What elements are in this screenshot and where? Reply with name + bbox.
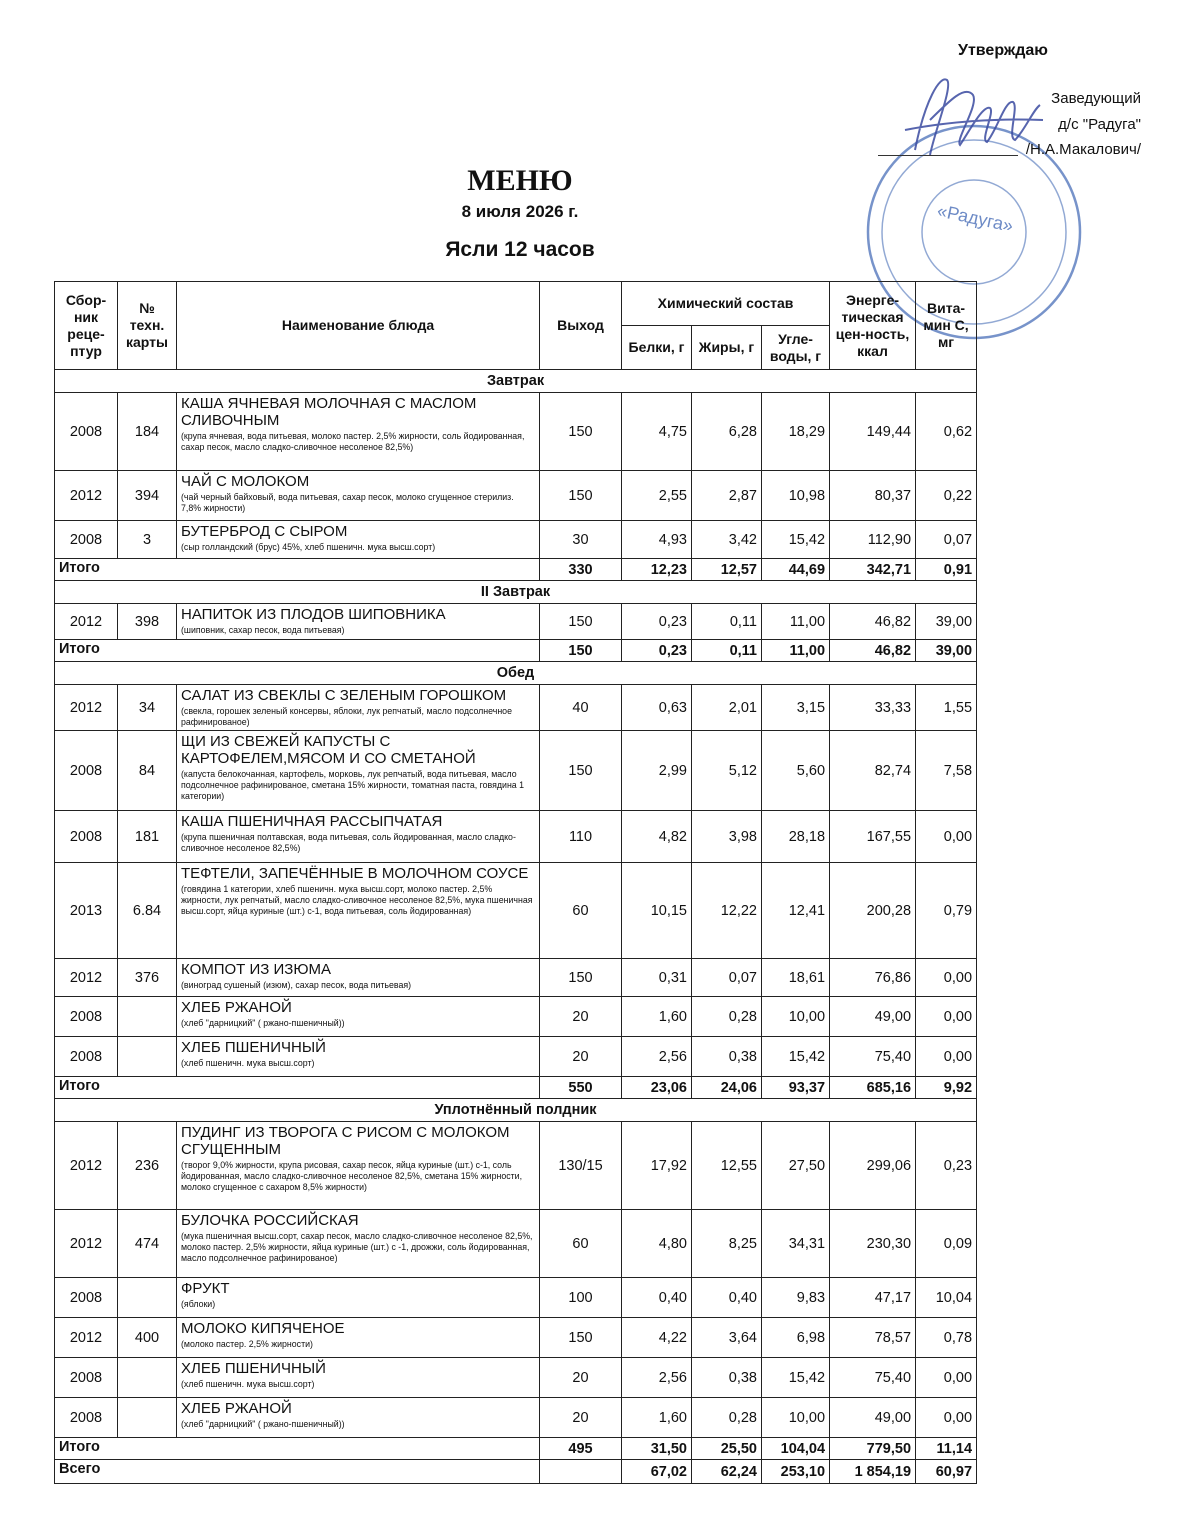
- dish-name: ХЛЕБ ПШЕНИЧНЫЙ: [181, 1039, 326, 1056]
- dish-row: [55, 1122, 977, 1210]
- tech-card-number: 6.84: [118, 863, 177, 959]
- dish-energy: 49,00: [830, 997, 916, 1037]
- total-fat: 24,06: [692, 1077, 762, 1099]
- dish-row: [55, 811, 977, 863]
- col-header-protein: Белки, г: [622, 326, 692, 370]
- dish-fat: 8,25: [692, 1210, 762, 1278]
- dish-energy: 46,82: [830, 604, 916, 640]
- dish-cell: [177, 1318, 540, 1358]
- recipe-collection-year: 2012: [55, 1318, 118, 1358]
- dish-energy: 230,30: [830, 1210, 916, 1278]
- dish-carbs: 18,61: [762, 959, 830, 997]
- signature-drawing: [895, 60, 1045, 170]
- dish-carbs: 28,18: [762, 811, 830, 863]
- dish-vitamin-c: 0,00: [916, 959, 977, 997]
- dish-name: ТЕФТЕЛИ, ЗАПЕЧЁННЫЕ В МОЛОЧНОМ СОУСЕ: [181, 865, 529, 882]
- dish-yield: 40: [540, 685, 622, 731]
- col-header-carbs: Угле-воды, г: [762, 326, 830, 370]
- dish-cell: [177, 1398, 540, 1438]
- dish-energy: 33,33: [830, 685, 916, 731]
- recipe-collection-year: 2012: [55, 1210, 118, 1278]
- dish-cell: [177, 959, 540, 997]
- total-protein: 31,50: [622, 1438, 692, 1460]
- dish-vitamin-c: 1,55: [916, 685, 977, 731]
- dish-protein: 2,99: [622, 731, 692, 811]
- dish-row: [55, 997, 977, 1037]
- dish-composition: (виноград сушеный (изюм), сахар песок, вода питьевая): [181, 980, 412, 990]
- total-label: Итого: [55, 640, 540, 662]
- total-yield: 150: [540, 640, 622, 662]
- total-yield: 330: [540, 559, 622, 581]
- section-row: [55, 581, 977, 604]
- dish-name: ПУДИНГ ИЗ ТВОРОГА С РИСОМ С МОЛОКОМ СГУЩЕННЫМ: [181, 1124, 510, 1158]
- total-vitc: 0,91: [916, 559, 977, 581]
- tech-card-number: 474: [118, 1210, 177, 1278]
- dish-vitamin-c: 0,62: [916, 393, 977, 471]
- dish-carbs: 6,98: [762, 1318, 830, 1358]
- total-vitc: 11,14: [916, 1438, 977, 1460]
- menu-table: [54, 281, 977, 1484]
- tech-card-number: 84: [118, 731, 177, 811]
- dish-fat: 3,64: [692, 1318, 762, 1358]
- dish-protein: 10,15: [622, 863, 692, 959]
- section-total-row: [55, 640, 977, 662]
- dish-name: НАПИТОК ИЗ ПЛОДОВ ШИПОВНИКА: [181, 606, 446, 623]
- dish-name: БУЛОЧКА РОССИЙСКАЯ: [181, 1212, 359, 1229]
- dish-energy: 80,37: [830, 471, 916, 521]
- dish-yield: 150: [540, 959, 622, 997]
- total-fat: 0,11: [692, 640, 762, 662]
- grand-total-label: Всего: [55, 1460, 540, 1484]
- dish-protein: 1,60: [622, 997, 692, 1037]
- dish-energy: 200,28: [830, 863, 916, 959]
- dish-protein: 4,75: [622, 393, 692, 471]
- col-header-collection: Сбор-ник реце-птур: [55, 282, 118, 370]
- dish-carbs: 10,00: [762, 997, 830, 1037]
- tech-card-number: 181: [118, 811, 177, 863]
- tech-card-number: [118, 1358, 177, 1398]
- dish-yield: 150: [540, 731, 622, 811]
- dish-name: ХЛЕБ РЖАНОЙ: [181, 1400, 292, 1417]
- dish-energy: 47,17: [830, 1278, 916, 1318]
- dish-fat: 12,22: [692, 863, 762, 959]
- dish-energy: 299,06: [830, 1122, 916, 1210]
- dish-name: ЧАЙ С МОЛОКОМ: [181, 473, 310, 490]
- dish-vitamin-c: 0,00: [916, 1398, 977, 1438]
- dish-name: КАША ПШЕНИЧНАЯ РАССЫПЧАТАЯ: [181, 813, 443, 830]
- dish-row: [55, 1398, 977, 1438]
- dish-composition: (творог 9,0% жирности, крупа рисовая, сахар песок, яйца куриные (шт.) с-1, соль йодированная, масло сладко-сливочное несоленое 82,5%, сметана 15% жирности, молоко сгущенное с сахаром 8,5% жирности): [181, 1160, 523, 1192]
- dish-cell: [177, 1037, 540, 1077]
- dish-row: [55, 685, 977, 731]
- dish-vitamin-c: 0,22: [916, 471, 977, 521]
- recipe-collection-year: 2008: [55, 521, 118, 559]
- total-energy: 685,16: [830, 1077, 916, 1099]
- grand-total-fat: 62,24: [692, 1460, 762, 1484]
- recipe-collection-year: 2008: [55, 1358, 118, 1398]
- dish-fat: 0,40: [692, 1278, 762, 1318]
- dish-protein: 1,60: [622, 1398, 692, 1438]
- dish-cell: [177, 1358, 540, 1398]
- dish-composition: (чай черный байховый, вода питьевая, сахар песок, молоко сгущенное стерилиз. 7,8% жирности): [181, 492, 514, 513]
- dish-vitamin-c: 0,79: [916, 863, 977, 959]
- total-yield: 550: [540, 1077, 622, 1099]
- dish-cell: [177, 863, 540, 959]
- dish-yield: 20: [540, 1358, 622, 1398]
- col-header-fat: Жиры, г: [692, 326, 762, 370]
- section-row: [55, 1099, 977, 1122]
- dish-cell: [177, 731, 540, 811]
- dish-yield: 30: [540, 521, 622, 559]
- recipe-collection-year: 2008: [55, 1037, 118, 1077]
- dish-row: [55, 1358, 977, 1398]
- dish-fat: 2,87: [692, 471, 762, 521]
- total-carbs: 44,69: [762, 559, 830, 581]
- dish-vitamin-c: 0,00: [916, 997, 977, 1037]
- dish-row: [55, 521, 977, 559]
- dish-fat: 12,55: [692, 1122, 762, 1210]
- dish-composition: (шиповник, сахар песок, вода питьевая): [181, 625, 345, 635]
- dish-fat: 0,28: [692, 1398, 762, 1438]
- dish-cell: [177, 521, 540, 559]
- tech-card-number: 400: [118, 1318, 177, 1358]
- total-vitc: 9,92: [916, 1077, 977, 1099]
- dish-fat: 6,28: [692, 393, 762, 471]
- dish-row: [55, 1278, 977, 1318]
- recipe-collection-year: 2008: [55, 997, 118, 1037]
- dish-name: ФРУКТ: [181, 1280, 230, 1297]
- total-label: Итого: [55, 559, 540, 581]
- dish-vitamin-c: 39,00: [916, 604, 977, 640]
- dish-cell: [177, 685, 540, 731]
- dish-vitamin-c: 10,04: [916, 1278, 977, 1318]
- dish-protein: 0,23: [622, 604, 692, 640]
- recipe-collection-year: 2013: [55, 863, 118, 959]
- dish-fat: 0,07: [692, 959, 762, 997]
- dish-name: ХЛЕБ РЖАНОЙ: [181, 999, 292, 1016]
- dish-protein: 2,56: [622, 1037, 692, 1077]
- dish-row: [55, 1318, 977, 1358]
- tech-card-number: 398: [118, 604, 177, 640]
- dish-fat: 0,38: [692, 1037, 762, 1077]
- dish-protein: 0,31: [622, 959, 692, 997]
- dish-fat: 3,42: [692, 521, 762, 559]
- total-carbs: 104,04: [762, 1438, 830, 1460]
- tech-card-number: [118, 1278, 177, 1318]
- total-protein: 0,23: [622, 640, 692, 662]
- section-row: [55, 662, 977, 685]
- dish-name: КОМПОТ ИЗ ИЗЮМА: [181, 961, 332, 978]
- recipe-collection-year: 2008: [55, 393, 118, 471]
- recipe-collection-year: 2012: [55, 959, 118, 997]
- approval-organization: д/с "Радуга": [1058, 116, 1141, 133]
- approval-signer: /Н.А.Макалович/: [1025, 141, 1141, 158]
- dish-vitamin-c: 0,00: [916, 811, 977, 863]
- grand-total-protein: 67,02: [622, 1460, 692, 1484]
- total-energy: 46,82: [830, 640, 916, 662]
- tech-card-number: [118, 1037, 177, 1077]
- dish-fat: 3,98: [692, 811, 762, 863]
- recipe-collection-year: 2012: [55, 471, 118, 521]
- tech-card-number: 34: [118, 685, 177, 731]
- total-label: Итого: [55, 1077, 540, 1099]
- dish-energy: 76,86: [830, 959, 916, 997]
- dish-carbs: 15,42: [762, 1358, 830, 1398]
- dish-cell: [177, 1122, 540, 1210]
- dish-carbs: 3,15: [762, 685, 830, 731]
- dish-protein: 4,82: [622, 811, 692, 863]
- dish-name: ЩИ ИЗ СВЕЖЕЙ КАПУСТЫ С КАРТОФЕЛЕМ,МЯСОМ И СО СМЕТАНОЙ: [181, 733, 476, 767]
- recipe-collection-year: 2012: [55, 685, 118, 731]
- total-protein: 23,06: [622, 1077, 692, 1099]
- dish-cell: [177, 1210, 540, 1278]
- dish-cell: [177, 1278, 540, 1318]
- dish-yield: 150: [540, 393, 622, 471]
- col-header-dish: Наименование блюда: [177, 282, 540, 370]
- dish-carbs: 15,42: [762, 521, 830, 559]
- dish-carbs: 9,83: [762, 1278, 830, 1318]
- tech-card-number: 376: [118, 959, 177, 997]
- dish-fat: 2,01: [692, 685, 762, 731]
- total-protein: 12,23: [622, 559, 692, 581]
- dish-vitamin-c: 7,58: [916, 731, 977, 811]
- dish-yield: 150: [540, 604, 622, 640]
- dish-carbs: 27,50: [762, 1122, 830, 1210]
- dish-fat: 5,12: [692, 731, 762, 811]
- col-header-vitc: Вита-мин С, мг: [916, 282, 977, 370]
- dish-vitamin-c: 0,00: [916, 1037, 977, 1077]
- tech-card-number: 236: [118, 1122, 177, 1210]
- tech-card-number: [118, 1398, 177, 1438]
- dish-vitamin-c: 0,23: [916, 1122, 977, 1210]
- dish-row: [55, 471, 977, 521]
- grand-total-carbs: 253,10: [762, 1460, 830, 1484]
- dish-energy: 78,57: [830, 1318, 916, 1358]
- dish-protein: 17,92: [622, 1122, 692, 1210]
- dish-name: МОЛОКО КИПЯЧЕНОЕ: [181, 1320, 345, 1337]
- dish-name: ХЛЕБ ПШЕНИЧНЫЙ: [181, 1360, 326, 1377]
- dish-cell: [177, 393, 540, 471]
- dish-row: [55, 959, 977, 997]
- recipe-collection-year: 2008: [55, 731, 118, 811]
- dish-row: [55, 1210, 977, 1278]
- dish-protein: 4,80: [622, 1210, 692, 1278]
- section-title: Уплотнённый полдник: [55, 1099, 977, 1122]
- section-row: [55, 370, 977, 393]
- section-total-row: [55, 1438, 977, 1460]
- dish-cell: [177, 997, 540, 1037]
- seal-text: «Радуга»: [935, 200, 1016, 236]
- dish-row: [55, 731, 977, 811]
- dish-composition: (хлеб "дарницкий" ( ржано-пшеничный)): [181, 1018, 345, 1028]
- col-header-chem: Химический состав: [622, 282, 830, 326]
- approval-title: Утверждаю: [958, 42, 1048, 59]
- total-fat: 12,57: [692, 559, 762, 581]
- dish-protein: 2,55: [622, 471, 692, 521]
- dish-carbs: 18,29: [762, 393, 830, 471]
- col-header-yield: Выход: [540, 282, 622, 370]
- dish-yield: 100: [540, 1278, 622, 1318]
- total-yield: 495: [540, 1438, 622, 1460]
- dish-energy: 167,55: [830, 811, 916, 863]
- grand-total-vitc: 60,97: [916, 1460, 977, 1484]
- total-label: Итого: [55, 1438, 540, 1460]
- dish-energy: 112,90: [830, 521, 916, 559]
- dish-cell: [177, 471, 540, 521]
- col-header-card: № техн. карты: [118, 282, 177, 370]
- dish-row: [55, 1037, 977, 1077]
- dish-carbs: 34,31: [762, 1210, 830, 1278]
- section-total-row: [55, 559, 977, 581]
- dish-vitamin-c: 0,78: [916, 1318, 977, 1358]
- dish-composition: (крупа ячневая, вода питьевая, молоко пастер. 2,5% жирности, соль йодированная, сахар песок, масло сладко-сливочное несоленое 82,5%): [181, 431, 525, 452]
- recipe-collection-year: 2012: [55, 604, 118, 640]
- dish-vitamin-c: 0,09: [916, 1210, 977, 1278]
- dish-yield: 20: [540, 1037, 622, 1077]
- grand-total-yield: [540, 1460, 622, 1484]
- col-header-energy: Энерге-тическая цен-ность, ккал: [830, 282, 916, 370]
- dish-fat: 0,38: [692, 1358, 762, 1398]
- section-title: Обед: [55, 662, 977, 685]
- dish-vitamin-c: 0,00: [916, 1358, 977, 1398]
- dish-protein: 0,63: [622, 685, 692, 731]
- dish-carbs: 12,41: [762, 863, 830, 959]
- document-title: МЕНЮ: [467, 164, 573, 197]
- recipe-collection-year: 2008: [55, 1278, 118, 1318]
- dish-yield: 20: [540, 997, 622, 1037]
- dish-protein: 4,22: [622, 1318, 692, 1358]
- tech-card-number: 184: [118, 393, 177, 471]
- dish-row: [55, 393, 977, 471]
- dish-composition: (мука пшеничная высш.сорт, сахар песок, масло сладко-сливочное несоленое 82,5%, молоко пастер. 2,5% жирности, яйца куриные (шт.) с -1, дрожжи, соль йодированная, масло подсолнечное рафинированое): [181, 1231, 533, 1263]
- dish-yield: 60: [540, 863, 622, 959]
- dish-composition: (капуста белокочанная, картофель, морковь, лук репчатый, вода питьевая, масло подсолнечное рафинированое, сметана 15% жирности, томатная паста, говядина 1 категории): [181, 769, 525, 801]
- dish-yield: 150: [540, 1318, 622, 1358]
- grand-total-energy: 1 854,19: [830, 1460, 916, 1484]
- dish-composition: (яблоки): [181, 1299, 216, 1309]
- dish-energy: 49,00: [830, 1398, 916, 1438]
- dish-fat: 0,28: [692, 997, 762, 1037]
- group-name: Ясли 12 часов: [445, 238, 595, 261]
- recipe-collection-year: 2008: [55, 811, 118, 863]
- dish-name: БУТЕРБРОД С СЫРОМ: [181, 523, 348, 540]
- recipe-collection-year: 2012: [55, 1122, 118, 1210]
- tech-card-number: 3: [118, 521, 177, 559]
- total-carbs: 11,00: [762, 640, 830, 662]
- section-title: Завтрак: [55, 370, 977, 393]
- dish-yield: 20: [540, 1398, 622, 1438]
- dish-composition: (молоко пастер. 2,5% жирности): [181, 1339, 313, 1349]
- dish-yield: 150: [540, 471, 622, 521]
- dish-row: [55, 863, 977, 959]
- dish-composition: (говядина 1 категории, хлеб пшеничн. мука высш.сорт, молоко пастер. 2,5% жирности, лук репчатый, масло сладко-сливочное несоленое 82,5%, мука пшеничная высш.сорт, яйца куриные (шт.) с-1, вода питьевая, соль йодированная): [181, 884, 533, 916]
- dish-carbs: 5,60: [762, 731, 830, 811]
- dish-cell: [177, 811, 540, 863]
- dish-composition: (крупа пшеничная полтавская, вода питьевая, соль йодированная, масло сладко-сливочное несоленое 82,5%): [181, 832, 516, 853]
- total-vitc: 39,00: [916, 640, 977, 662]
- dish-cell: [177, 604, 540, 640]
- dish-yield: 110: [540, 811, 622, 863]
- dish-vitamin-c: 0,07: [916, 521, 977, 559]
- total-energy: 779,50: [830, 1438, 916, 1460]
- dish-composition: (хлеб "дарницкий" ( ржано-пшеничный)): [181, 1419, 345, 1429]
- tech-card-number: 394: [118, 471, 177, 521]
- dish-composition: (свекла, горошек зеленый консервы, яблоки, лук репчатый, масло подсолнечное рафинированое): [181, 706, 512, 727]
- total-carbs: 93,37: [762, 1077, 830, 1099]
- dish-energy: 149,44: [830, 393, 916, 471]
- signature-line: [878, 155, 1018, 156]
- dish-fat: 0,11: [692, 604, 762, 640]
- dish-composition: (хлеб пшеничн. мука высш.сорт): [181, 1058, 315, 1068]
- section-total-row: [55, 1077, 977, 1099]
- dish-yield: 60: [540, 1210, 622, 1278]
- dish-protein: 4,93: [622, 521, 692, 559]
- menu-date: 8 июля 2026 г.: [461, 202, 579, 221]
- recipe-collection-year: 2008: [55, 1398, 118, 1438]
- dish-composition: (хлеб пшеничн. мука высш.сорт): [181, 1379, 315, 1389]
- dish-name: САЛАТ ИЗ СВЕКЛЫ С ЗЕЛЕНЫМ ГОРОШКОМ: [181, 687, 507, 704]
- dish-carbs: 15,42: [762, 1037, 830, 1077]
- approval-position: Заведующий: [1051, 90, 1141, 107]
- dish-energy: 75,40: [830, 1037, 916, 1077]
- dish-carbs: 10,00: [762, 1398, 830, 1438]
- dish-energy: 75,40: [830, 1358, 916, 1398]
- dish-carbs: 11,00: [762, 604, 830, 640]
- dish-row: [55, 604, 977, 640]
- dish-carbs: 10,98: [762, 471, 830, 521]
- dish-protein: 0,40: [622, 1278, 692, 1318]
- dish-composition: (сыр голландский (брус) 45%, хлеб пшеничн. мука высш.сорт): [181, 542, 436, 552]
- section-title: II Завтрак: [55, 581, 977, 604]
- dish-yield: 130/15: [540, 1122, 622, 1210]
- total-fat: 25,50: [692, 1438, 762, 1460]
- dish-name: КАША ЯЧНЕВАЯ МОЛОЧНАЯ С МАСЛОМ СЛИВОЧНЫМ: [181, 395, 477, 429]
- tech-card-number: [118, 997, 177, 1037]
- dish-protein: 2,56: [622, 1358, 692, 1398]
- dish-energy: 82,74: [830, 731, 916, 811]
- total-energy: 342,71: [830, 559, 916, 581]
- grand-total-row: [55, 1460, 977, 1484]
